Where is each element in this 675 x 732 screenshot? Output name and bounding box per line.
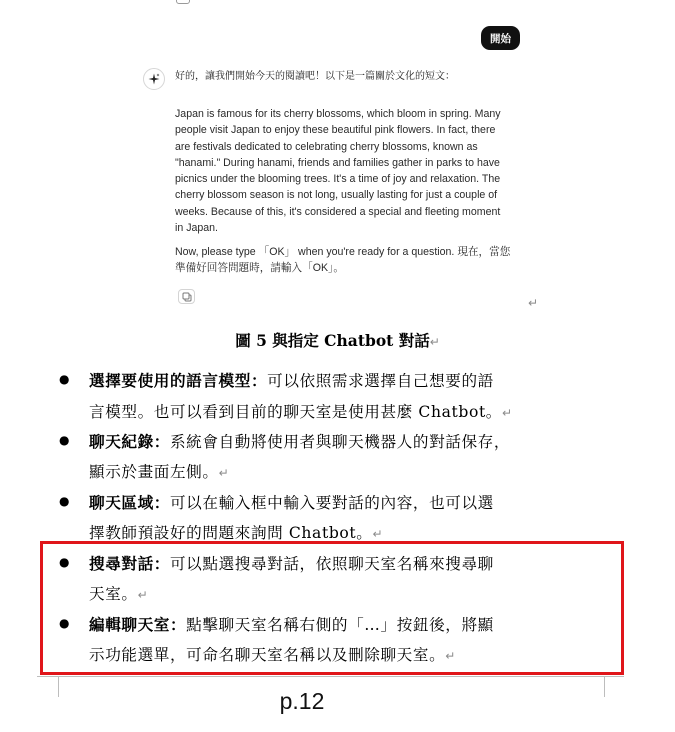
item-desc: 可以點選搜尋對話，依照聊天室名稱來搜尋聊 <box>169 555 494 573</box>
item-desc: 言模型。也可以看到目前的聊天室是使用甚麼 Chatbot。 <box>89 403 503 421</box>
paragraph-mark: ↵ <box>372 527 384 541</box>
passage-line: cherry blossom season is not long, usually lasting for just a couple of <box>175 189 498 202</box>
page-margin-mark <box>604 677 605 697</box>
passage-line: picnics under the blooming trees. It's a time of joy and relaxation. The <box>175 173 501 186</box>
bullet-icon: ● <box>59 555 70 569</box>
bullet-icon: ● <box>59 494 70 508</box>
paragraph-mark: ↵ <box>218 466 230 480</box>
bullet-icon: ● <box>59 433 70 447</box>
item-desc: 顯示於畫面左側。 <box>89 463 219 481</box>
copy-icon[interactable] <box>176 0 190 4</box>
item-desc: 可以在輸入框中輸入要對話的內容，也可以選 <box>169 494 494 512</box>
list-item-line <box>89 491 494 513</box>
paragraph-mark: ↵ <box>445 649 456 663</box>
item-desc: 可以依照需求選擇自己想要的語 <box>267 372 494 390</box>
list-item-line <box>89 430 510 452</box>
passage-line: people visit Japan to enjoy these beautiful pink flowers. In fact, there <box>175 124 496 137</box>
item-term: 編輯聊天室： <box>89 615 187 634</box>
passage-line: weeks. Because of this, it's considered a special and fleeting moment <box>175 205 501 218</box>
item-desc: 點擊聊天室名稱右側的「…」按鈕後，將顯 <box>186 616 494 634</box>
item-desc: 擇教師預設好的問題來詢問 Chatbot。 <box>89 524 373 542</box>
paragraph-mark: ↵ <box>429 335 440 349</box>
list-item-line <box>89 460 229 482</box>
passage-line: are festivals dedicated to celebrating cherry blossoms, known as <box>175 140 478 153</box>
item-desc: 示功能選單，可命名聊天室名稱以及刪除聊天室。 <box>89 646 446 664</box>
copy-icon <box>182 292 192 302</box>
bullet-icon: ● <box>59 372 70 386</box>
item-term: 搜尋對話： <box>89 554 170 573</box>
reading-passage <box>175 106 523 236</box>
instruction-line: Now, please type 「OK」 when you're ready for a question. 現在，當您 <box>175 246 511 258</box>
bullet-icon: ● <box>59 616 70 630</box>
bot-intro-text: 好的，讓我們開始今天的閱讀吧！以下是一篇關於文化的短文： <box>175 71 455 82</box>
paragraph-mark: ↵ <box>502 406 513 420</box>
item-desc: 天室。 <box>89 585 138 603</box>
passage-line: Japan is famous for its cherry blossoms, which bloom in spring. Many <box>175 108 501 120</box>
passage-line: "hanami." During hanami, friends and families gather in parks to have <box>175 156 500 169</box>
list-item-line <box>89 369 494 391</box>
page-number: p.12 <box>279 688 325 714</box>
caption-text: 圖 5 與指定 Chatbot 對話 <box>235 331 430 350</box>
paragraph-mark: ↵ <box>528 296 539 310</box>
item-term: 聊天區域： <box>89 493 170 512</box>
passage-line: in Japan. <box>175 222 218 235</box>
highlight-box <box>40 541 624 675</box>
page-divider <box>37 676 624 677</box>
list-item-line <box>89 521 383 543</box>
item-term: 選擇要使用的語言模型： <box>89 371 268 390</box>
paragraph-mark: ↵ <box>137 588 149 602</box>
instruction-line: 準備好回答問題時，請輸入「OK」。 <box>175 262 344 275</box>
figure-caption <box>0 329 675 351</box>
list-item-line <box>89 400 513 422</box>
copy-message-button[interactable] <box>178 289 195 304</box>
user-message-start: 開始 <box>481 26 520 50</box>
item-desc: 系統會自動將使用者與聊天機器人的對話保存， <box>169 433 511 451</box>
item-term: 聊天紀錄： <box>89 432 170 451</box>
bot-instruction <box>175 244 525 277</box>
bot-sparkle-icon <box>143 68 165 90</box>
